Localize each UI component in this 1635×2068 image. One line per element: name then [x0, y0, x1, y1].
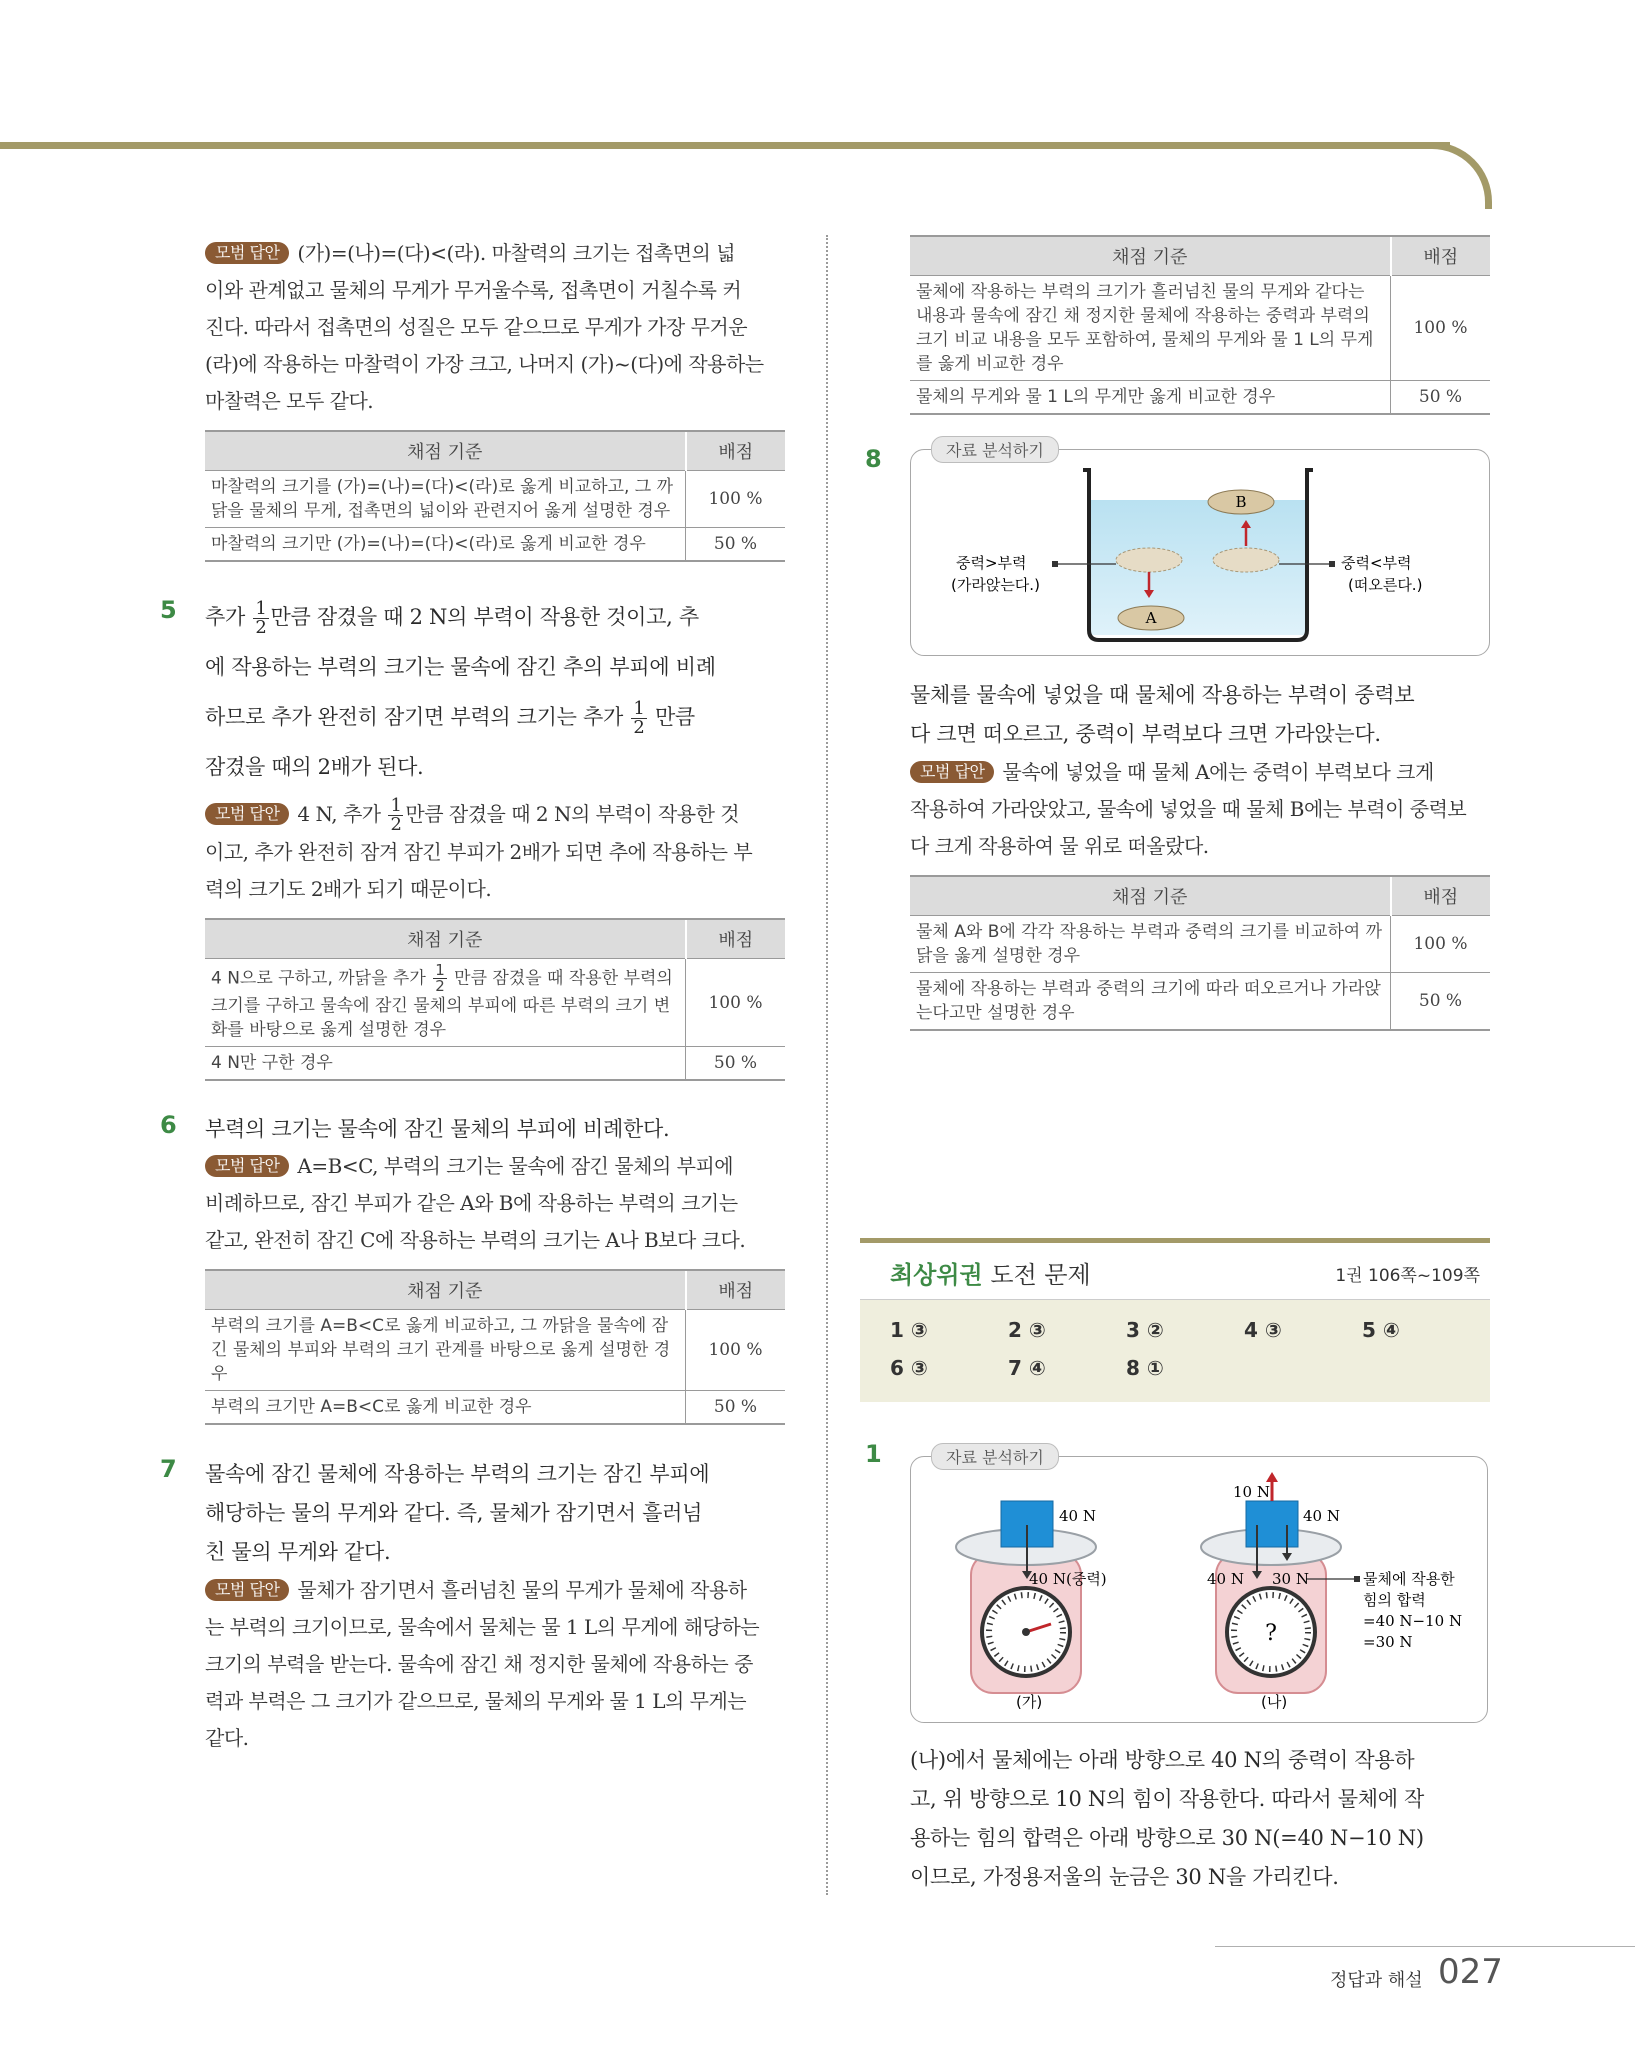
- note-line-3: =40 N−10 N: [1363, 1612, 1463, 1630]
- label-float-note: (떠오른다.): [1348, 576, 1423, 594]
- score-header: 배점: [686, 431, 786, 471]
- label-float: 중력<부력: [1341, 554, 1412, 572]
- scale-figure: [910, 1448, 1488, 1723]
- challenge-answers-box: [860, 1238, 1490, 1402]
- table-row: 물체에 작용하는 부력과 중력의 크기에 따라 떠오르거나 가라앉는다고만 설명한 경우 50 %: [910, 973, 1490, 1031]
- object-sinking: [1116, 548, 1182, 572]
- table-row: 부력의 크기를 A=B<C로 옳게 비교하고, 그 까닭을 물속에 잠긴 물체의 부피와 부력의 크기 관계를 바탕으로 옳게 설명한 경우 100 %: [205, 1310, 785, 1391]
- challenge-title-bar: [860, 1238, 1490, 1300]
- label-a-weight: 40 N: [1059, 1507, 1096, 1525]
- question-number: 5: [160, 596, 177, 624]
- fraction: $\frac{1}{2}$: [255, 598, 267, 638]
- object-rising: [1213, 548, 1279, 572]
- question-number: 1: [865, 1440, 882, 1468]
- challenge-answer: 8 ①: [1126, 1356, 1164, 1380]
- note-line-1: 물체에 작용한: [1363, 1570, 1455, 1588]
- question-8: 8 자료 분석하기 B A 중력>부력 (가라앉는다.) 중력<부력 (떠오른다.) 물체를 물속에 넣었을 때 물체에 작용하는 부력이 중력보 다 크면 떠오르고, 중력이 부력보다 크면 가라앉는다. 모범 답안 물속에 넣었을 때 물체 A에는 중력이 부력보다 크게 작용하여 가라앉았고, 물속에 넣었을 때 물체 B에는 부력이 중력보 다 크게 작용하여 물 위로 떠올랐다. 채점 기준 배점 물체 A와 B에 각각 작용하는 부력과 중력의 크기를 비교하여 까닭을 옳게 설명한 경우 100 % 물체에 작용하는 부력과 중력의 크기에 따라 떠오르거나 가라앉는다고만 설명한 경우 50 %: [910, 449, 1490, 1031]
- fraction: $\frac{1}{2}$: [633, 698, 645, 738]
- caption-b: (나): [1261, 1693, 1288, 1711]
- table-row: 물체의 무게와 물 1 L의 무게만 옳게 비교한 경우 50 %: [910, 381, 1490, 415]
- challenge-answer: 1 ③: [890, 1318, 928, 1342]
- scoring-table-6: 채점 기준 배점 부력의 크기를 A=B<C로 옳게 비교하고, 그 까닭을 물속에 잠긴 물체의 부피와 부력의 크기 관계를 바탕으로 옳게 설명한 경우 100 % 부력의 크기만 A=B<C로 옳게 비교한 경우 50 %: [205, 1269, 785, 1425]
- scale-diagram: [911, 1457, 1487, 1722]
- table-row: 물체 A와 B에 각각 작용하는 부력과 중력의 크기를 비교하여 까닭을 옳게 설명한 경우 100 %: [910, 916, 1490, 973]
- label-a: A: [1145, 609, 1157, 627]
- model-answer-badge: 모범 답안: [205, 1579, 289, 1601]
- challenge-answer: 7 ④: [1008, 1356, 1046, 1380]
- label-sink: 중력>부력: [956, 554, 1027, 572]
- criteria-header: 채점 기준: [205, 431, 686, 471]
- scoring-table-4: [205, 430, 785, 562]
- column-separator: [826, 235, 828, 1895]
- table-row: 부력의 크기만 A=B<C로 옳게 비교한 경우 50 %: [205, 1391, 785, 1425]
- model-answer-badge: 모범 답안: [910, 761, 994, 783]
- label-b-left: 40 N: [1207, 1570, 1244, 1588]
- page-number: 027: [1438, 1952, 1503, 1992]
- table-row: 4 N으로 구하고, 까닭을 추가 $\frac{1}{2}$ 만큼 잠겼을 때 작용한 부력의 크기를 구하고 물속에 잠긴 물체의 부피에 따른 부력의 크기 변화를 바탕으로 옳게 설명한 경우 100 %: [205, 959, 785, 1047]
- table-row: 물체에 작용하는 부력의 크기가 흘러넘친 물의 무게와 같다는 내용과 물속에 잠긴 채 정지한 물체에 작용하는 중력과 부력의 크기 비교 내용을 모두 포함하여, 물체의 무게와 물 1 L의 무게를 옳게 비교한 경우 100 %: [910, 276, 1490, 381]
- footer-label: 정답과 해설: [1330, 1970, 1423, 1991]
- answer-4: 모범 답안 (가)=(나)=(다)<(라). 마찰력의 크기는 접촉면의 넓 이와 관계없고 물체의 무게가 무거울수록, 접촉면이 거칠수록 커 진다. 따라서 접촉면의 성질은 모두 같으므로 무게가 가장 무거운 (라)에 작용하는 마찰력이 가장 크고, 나머지 (가)~(다)에 작용하는 마찰력은 모두 같다.: [205, 241, 764, 413]
- challenge-answer: 6 ③: [890, 1356, 928, 1380]
- question-number: 8: [865, 445, 882, 473]
- question-number: 6: [160, 1111, 177, 1139]
- question-5: 5 추가 $\frac{1}{2}$ 만큼 잠겼을 때 2 N의 부력이 작용한 것이고, 추 에 작용하는 부력의 크기는 물속에 잠긴 추의 부피에 비례 하므로 추가 완전히 잠기면 부력의 크기는 추가 $\frac{1}{2}$ 만큼 잠겼을 때의 2배가 된다. 모범 답안 4 N, 추가 $\frac{1}{2}$ 만큼 잠겼을 때 2 N의 부력이 작용한 것 이고, 추가 완전히 잠겨 잠긴 부피가 2배가 되면 추에 작용하는 부 력의 크기도 2배가 되기 때문이다. 채점 기준 배점 4 N으로 구하고, 까닭을 추가 $\frac{1}{2}$ 만큼 잠겼을 때 작용한 부력의 크기를 구하고 물속에 잠긴 물체의 부피에 따른 부력의 크기 변화를 바탕으로 옳게 설명한 경우 100 % 4 N만 구한 경우 50 %: [205, 592, 785, 1081]
- challenge-answer: 4 ③: [1244, 1318, 1282, 1342]
- tank-diagram: [911, 450, 1489, 655]
- challenge-answer: 5 ④: [1362, 1318, 1400, 1342]
- left-column: [160, 235, 785, 1757]
- challenge-pages: 1권 106쪽~109쪽: [1335, 1266, 1480, 1286]
- note-line-4: =30 N: [1363, 1633, 1413, 1651]
- scoring-table-8: 채점 기준 배점 물체 A와 B에 각각 작용하는 부력과 중력의 크기를 비교하여 까닭을 옳게 설명한 경우 100 % 물체에 작용하는 부력과 중력의 크기에 따라 떠오르거나 가라앉는다고만 설명한 경우 50 %: [910, 875, 1490, 1031]
- scoring-table-5: 채점 기준 배점 4 N으로 구하고, 까닭을 추가 $\frac{1}{2}$ 만큼 잠겼을 때 작용한 부력의 크기를 구하고 물속에 잠긴 물체의 부피에 따른 부력의 크기 변화를 바탕으로 옳게 설명한 경우 100 % 4 N만 구한 경우 50 %: [205, 918, 785, 1081]
- challenge-answer: 2 ③: [1008, 1318, 1046, 1342]
- label-b-weight: 40 N: [1303, 1507, 1340, 1525]
- table-row: 4 N만 구한 경우 50 %: [205, 1047, 785, 1081]
- scale-a: [956, 1501, 1096, 1693]
- challenge-question-1: 1 자료 분석하기 40 N 40 N(중력) (가) 10 N 40 N 40 N 30 N ? (나) 물체에 작용한 힘의 합력 =40 N−10 N =30 N (나)에서 물체에는 아래 방향으로 40 N의 중력이 작용하 고, 위 방향으로 10 N의 힘이 작용한다. 따라서 물체에 작 용하는 힘의 합력은 아래 방향으로 30 N(=40 N−10 N) 이므로, 가정용저울의 눈금은 30 N을 가리킨다.: [910, 1438, 1490, 1897]
- model-answer-badge: 모범 답안: [205, 803, 289, 825]
- caption-a: (가): [1016, 1693, 1043, 1711]
- label-sink-note: (가라앉는다.): [951, 576, 1040, 594]
- note-line-2: 힘의 합력: [1363, 1591, 1426, 1609]
- challenge-title: 최상위권 도전 문제: [890, 1261, 1091, 1289]
- question-number: 7: [160, 1455, 177, 1483]
- label-b: B: [1235, 493, 1247, 511]
- right-column: [865, 235, 1490, 1031]
- header-rule-curve: [1410, 142, 1492, 209]
- table-row: 마찰력의 크기를 (가)=(나)=(다)<(라)로 옳게 비교하고, 그 까닭을 물체의 무게, 접촉면의 넓이와 관련지어 옳게 설명한 경우 100 %: [205, 471, 785, 528]
- figure-tag: 자료 분석하기: [931, 436, 1059, 463]
- label-a-gravity: 40 N(중력): [1029, 1570, 1107, 1588]
- figure-tag: 자료 분석하기: [931, 1443, 1059, 1470]
- label-b-up: 10 N: [1233, 1483, 1270, 1501]
- model-answer-badge: 모범 답안: [205, 1155, 289, 1177]
- model-answer-badge: 모범 답안: [205, 242, 289, 264]
- fraction: $\frac{1}{2}$: [390, 795, 402, 835]
- fraction: $\frac{1}{2}$: [435, 961, 445, 995]
- table-row: 마찰력의 크기만 (가)=(나)=(다)<(라)로 옳게 비교한 경우 50 %: [205, 528, 785, 562]
- question-7: 7 물속에 잠긴 물체에 작용하는 부력의 크기는 잠긴 부피에 해당하는 물의 무게와 같다. 즉, 물체가 잠기면서 흘러넘 친 물의 무게와 같다. 모범 답안 물체가 잠기면서 흘러넘친 물의 무게가 물체에 작용하 는 부력의 크기이므로, 물속에서 물체는 물 1 L의 무게에 해당하는 크기의 부력을 받는다. 물속에 잠긴 채 정지한 물체에 작용하는 중 력과 부력은 그 크기가 같으므로, 물체의 무게와 물 1 L의 무게는 같다.: [160, 1455, 760, 1750]
- buoyancy-figure: [910, 441, 1490, 656]
- footer-rule: [1215, 1946, 1635, 1947]
- question-6: 6 부력의 크기는 물속에 잠긴 물체의 부피에 비례한다. 모범 답안 A=B<C, 부력의 크기는 물속에 잠긴 물체의 부피에 비례하므로, 잠긴 부피가 같은 A와 B에 작용하는 부력의 크기는 같고, 완전히 잠긴 C에 작용하는 부력의 크기는 A나 B보다 크다. 채점 기준 배점 부력의 크기를 A=B<C로 옳게 비교하고, 그 까닭을 물속에 잠긴 물체의 부피와 부력의 크기 관계를 바탕으로 옳게 설명한 경우 100 % 부력의 크기만 A=B<C로 옳게 비교한 경우 50 %: [205, 1111, 785, 1425]
- scoring-table-7: 채점 기준 배점 물체에 작용하는 부력의 크기가 흘러넘친 물의 무게와 같다는 내용과 물속에 잠긴 채 정지한 물체에 작용하는 중력과 부력의 크기 비교 내용을 모두 포함하여, 물체의 무게와 물 1 L의 무게를 옳게 비교한 경우 100 % 물체의 무게와 물 1 L의 무게만 옳게 비교한 경우 50 %: [910, 235, 1490, 415]
- unknown-mark: ?: [1265, 1621, 1277, 1646]
- label-b-right: 30 N: [1272, 1570, 1309, 1588]
- challenge-answer: 3 ②: [1126, 1318, 1164, 1342]
- header-rule: [0, 142, 1450, 149]
